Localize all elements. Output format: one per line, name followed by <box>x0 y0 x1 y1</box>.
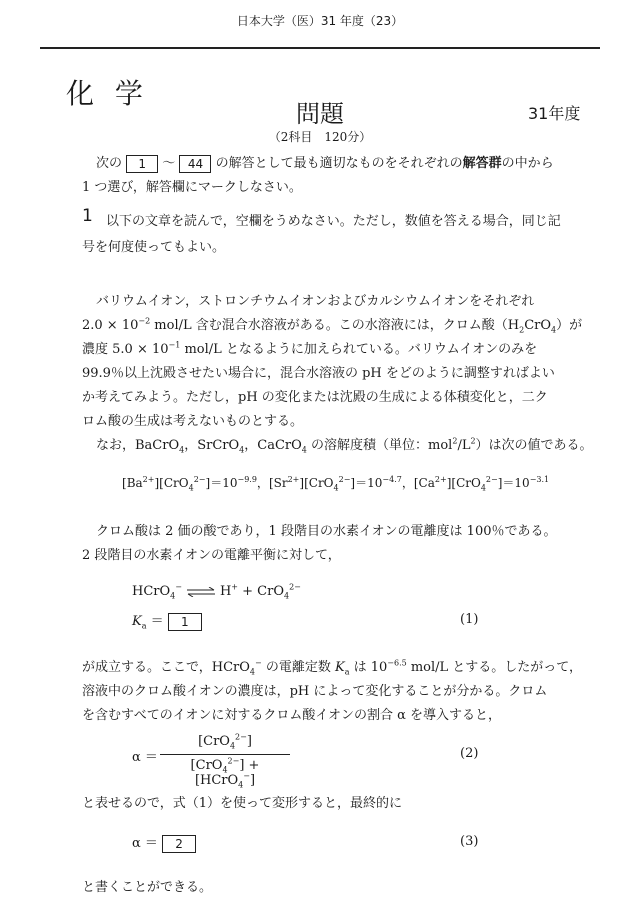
answer-box-2: 2 <box>162 835 196 853</box>
p1-line-6: ロム酸の生成は考えないものとする。 <box>82 414 304 429</box>
fraction-bar <box>160 754 290 755</box>
question-number: 1 <box>82 206 93 226</box>
alpha-result: α ＝ 2 <box>132 832 196 853</box>
answer-box-end: 44 <box>179 155 211 173</box>
equilibrium-arrows-icon <box>186 587 216 597</box>
subject-title: 化 学 <box>66 77 149 110</box>
ksp-values: $[Ba^{2+}][CrO_4^{2-}]=10^{-9.9}$，$[Sr^{2+}][CrO_4^{2-}]=10^{-4.7}$，$[Ca^{2+}][CrO_4^{2-}]=10^{-3.1}$ <box>122 475 550 493</box>
question-intro-2: 号を何度使ってもよい。 <box>82 240 226 255</box>
p2-line-2: 2 段階目の水素イオンの電離平衡に対して， <box>82 548 341 563</box>
page-heading: 問題 <box>296 100 344 128</box>
page-header: 日本大学（医）31 年度（23） <box>236 14 404 28</box>
equation-number-1: (1) <box>460 612 479 627</box>
p1-line-1: バリウムイオン，ストロンチウムイオンおよびカルシウムイオンをそれぞれ <box>96 294 535 309</box>
fraction-denominator: [CrO$_4^{2-}$] + [HCrO$_4$−] <box>190 756 260 790</box>
equation-number-3: (3) <box>460 834 479 849</box>
p5-line-1: と書くことができる。 <box>82 880 213 895</box>
p1-line-7: なお，BaCrO$_4$，SrCrO$_4$，CaCrO$_4$ の溶解度積（単位：$mol^2/L^2$）は次の値である。 <box>96 436 593 455</box>
answer-box-1: 1 <box>168 613 202 631</box>
instructions-line-2: 1 つ選び，解答欄にマークしなさい。 <box>82 180 302 195</box>
question-intro-1: 以下の文章を読んで，空欄をうめなさい。ただし，数値を答える場合，同じ記 <box>106 214 561 229</box>
answer-group-label: 解答群 <box>462 156 502 171</box>
p3-line-3: を含むすべてのイオンに対するクロム酸イオンの割合 α を導入すると， <box>82 708 502 723</box>
p1-line-2: $2.0 \times 10^{-2}$ mol/L 含む混合水溶液がある。この水溶液には，クロム酸$(H_2CrO_4)$が <box>82 316 583 335</box>
ka-expression: $K_a = 1$ <box>132 610 202 631</box>
p1-line-5: か考えてみよう。ただし，pH の変化または沈殿の生成による体積変化と，二ク <box>82 390 548 405</box>
p3-line-1: が成立する。ここで，HCrO$_4$− の電離定数 $K_a$ は $10^{-6.5}$ mol/L とする。したがって， <box>82 658 583 677</box>
exam-year: 31年度 <box>528 104 581 123</box>
exam-subinfo: （2科目 120分） <box>268 130 372 144</box>
p4-line-1: と表せるので，式（1）を使って変形すると，最終的に <box>82 796 403 811</box>
p3-line-2: 溶液中のクロム酸イオンの濃度は，pH によって変化することが分かる。クロム <box>82 684 548 699</box>
header-rule <box>40 47 600 49</box>
instructions-line-1: 次の 1 〜 44 の解答として最も適切なものをそれぞれの解答群の中から <box>96 156 554 171</box>
answer-box-start: 1 <box>126 155 158 173</box>
p1-line-3: 濃度 $5.0 \times 10^{-1}$ mol/L となるように加えられている。バリウムイオンのみを <box>82 340 538 357</box>
p1-line-4: 99.9％以上沈殿させたい場合に，混合水溶液の pH をどのように調整すればよい <box>82 366 555 381</box>
p2-line-1: クロム酸は 2 価の酸であり，1 段階目の水素イオンの電離度は 100％である。 <box>96 524 557 539</box>
equilibrium-equation: HCrO$_4$− H+ + CrO$_4^{2-}$ <box>132 582 301 601</box>
fraction-numerator: [CrO$_4^{2-}$] <box>198 732 252 751</box>
equation-number-2: (2) <box>460 746 479 761</box>
